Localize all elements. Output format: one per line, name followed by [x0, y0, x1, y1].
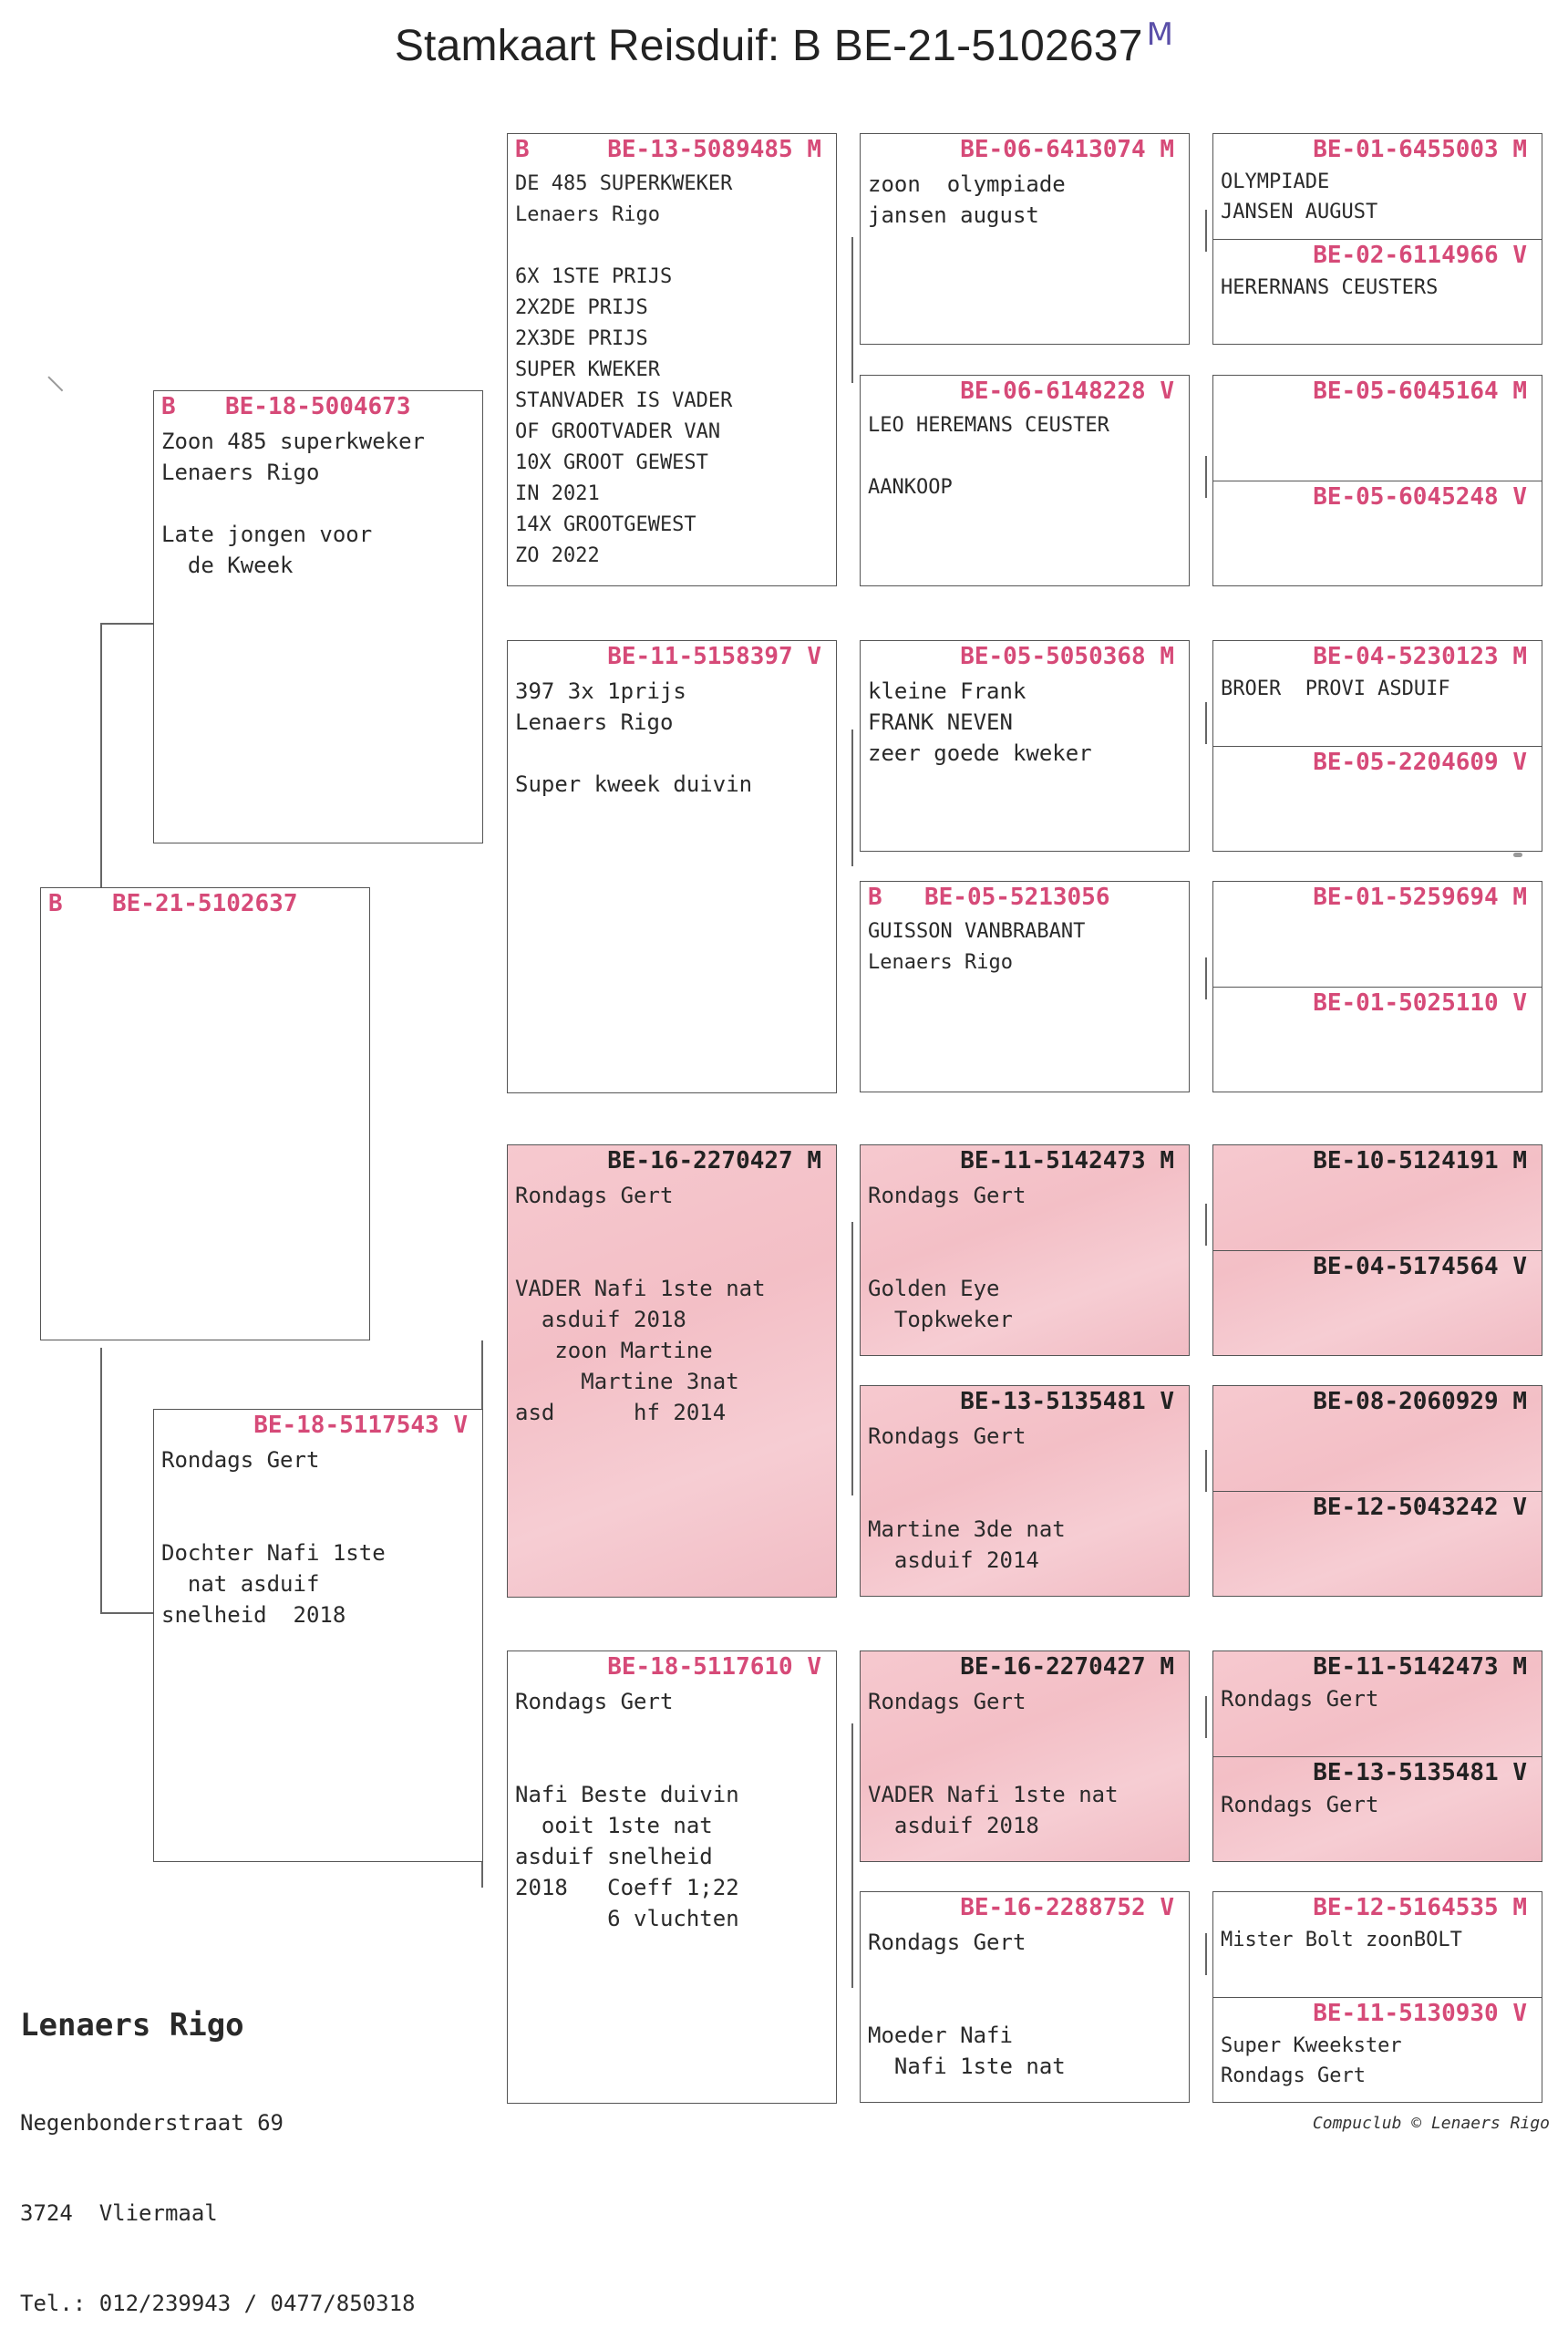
owner-city: 3724 Vliermaal — [20, 2200, 218, 2226]
card-header — [1221, 747, 1527, 778]
gen5-pair-card — [1212, 1891, 1542, 2103]
card-code: B — [48, 890, 63, 917]
card-header — [868, 882, 1174, 913]
connector-line — [100, 1612, 153, 1614]
card-ring: BE-04-5174564 V — [1313, 1253, 1527, 1280]
card-header — [1221, 988, 1527, 1019]
connector-line — [851, 1222, 853, 1495]
card-text: Rondags Gert Nafi Beste duivin ooit 1ste nat asduif snelheid 2018 Coeff 1;22 6 vluchten — [515, 1689, 739, 1931]
card-ring: BE-11-5142473 M — [960, 1147, 1174, 1174]
gen4-card — [860, 133, 1190, 345]
card-text: Rondags Gert — [1221, 1792, 1379, 1817]
gen5-half — [1213, 1145, 1542, 1250]
card-header — [868, 1145, 1174, 1176]
connector-line — [851, 1723, 853, 1988]
gen5-pair-card — [1212, 881, 1542, 1092]
connector-line — [100, 623, 102, 887]
card-header — [48, 888, 355, 919]
card-ring: BE-16-2288752 V — [960, 1894, 1174, 1921]
stray-mark — [48, 376, 64, 391]
footer-credit: Compuclub © Lenaers Rigo — [1312, 2114, 1550, 2133]
gen5-half — [1213, 1386, 1542, 1491]
connector-line — [1205, 957, 1207, 999]
card-text: LEO HEREMANS CEUSTER AANKOOP — [868, 414, 1109, 499]
connector-line — [1205, 456, 1207, 498]
card-text: Zoon 485 superkweker Lenaers Rigo Late jongen voor de Kweek — [161, 429, 425, 578]
card-header — [1221, 1892, 1527, 1923]
gen5-half — [1213, 1491, 1542, 1598]
gen4-card — [860, 1385, 1190, 1597]
card-text: Rondags Gert Dochter Nafi 1ste nat asduif snelheid 2018 — [161, 1447, 386, 1628]
gen4-card — [860, 1144, 1190, 1356]
card-ring: BE-12-5043242 V — [1313, 1494, 1527, 1521]
card-text: Rondags Gert Martine 3de nat asduif 2014 — [868, 1423, 1066, 1573]
card-header — [868, 641, 1174, 672]
card-text: kleine Frank FRANK NEVEN zeer goede kweker — [868, 678, 1092, 766]
card-header — [161, 1410, 468, 1441]
gen5-pair-card — [1212, 133, 1542, 345]
connector-line — [851, 237, 853, 383]
card-text: BROER PROVI ASDUIF — [1221, 678, 1450, 700]
card-code: B — [515, 136, 530, 163]
gen5-half — [1213, 1756, 1542, 1863]
card-header — [1221, 1651, 1527, 1682]
card-ring: BE-18-5004673 — [225, 393, 411, 420]
card-text: zoon olympiade jansen august — [868, 171, 1066, 228]
card-header — [515, 641, 821, 672]
card-ring: BE-05-2204609 V — [1313, 749, 1527, 776]
card-ring: BE-05-6045164 M — [1313, 378, 1527, 405]
card-ring: BE-01-5025110 V — [1313, 989, 1527, 1017]
card-header — [1221, 1757, 1527, 1788]
gen5-half — [1213, 134, 1542, 239]
connector-line — [1205, 1696, 1207, 1738]
card-ring: BE-11-5142473 M — [1313, 1653, 1527, 1681]
card-ring: BE-13-5135481 V — [1313, 1759, 1527, 1786]
grandsire-paternal-card — [507, 133, 837, 586]
gen5-half — [1213, 1892, 1542, 1997]
card-ring: BE-05-5213056 — [924, 884, 1110, 911]
card-header — [1221, 1998, 1527, 2029]
gen5-pair-card — [1212, 375, 1542, 586]
card-ring: BE-11-5158397 V — [607, 643, 821, 670]
connector-line — [851, 730, 853, 866]
card-header — [1221, 481, 1527, 512]
card-text: GUISSON VANBRABANT Lenaers Rigo — [868, 920, 1086, 974]
gen5-half — [1213, 882, 1542, 987]
connector-line — [1205, 702, 1207, 744]
gen5-half — [1213, 746, 1542, 853]
page-title — [0, 16, 1568, 71]
gen5-pair-card — [1212, 1144, 1542, 1356]
card-ring: BE-02-6114966 V — [1313, 242, 1527, 269]
sire-card — [153, 390, 483, 843]
granddam-maternal-card — [507, 1651, 837, 2104]
card-header — [515, 1651, 821, 1682]
card-ring: BE-16-2270427 M — [960, 1653, 1174, 1681]
card-header — [515, 1145, 821, 1176]
connector-line — [100, 1348, 102, 1612]
connector-line — [1205, 210, 1207, 252]
gen5-half — [1213, 376, 1542, 481]
card-ring: BE-04-5230123 M — [1313, 643, 1527, 670]
card-text: DE 485 SUPERKWEKER Lenaers Rigo 6X 1STE PRIJS 2X2DE PRIJS 2X3DE PRIJS SUPER KWEKER STANVADER IS VADER OF GROOTVADER VAN 10X GROOT GEWEST IN 2021 14X GROOTGEWEST ZO 2022 — [515, 172, 733, 567]
card-code: B — [161, 393, 176, 420]
card-text: Super Kweekster Rondags Gert — [1221, 2034, 1402, 2087]
gen5-half — [1213, 1651, 1542, 1756]
card-text: Mister Bolt zoonBOLT — [1221, 1929, 1462, 1951]
title-text: Stamkaart Reisduif: B BE-21-5102637 — [394, 22, 1143, 70]
card-header — [868, 134, 1174, 165]
stray-mark — [1513, 853, 1522, 857]
card-text: Rondags Gert VADER Nafi 1ste nat asduif 2018 zoon Martine Martine 3nat asd hf 2014 — [515, 1183, 766, 1425]
gen5-half — [1213, 641, 1542, 746]
card-ring: BE-01-6455003 M — [1313, 136, 1527, 163]
card-header — [1221, 1386, 1527, 1417]
gen4-card — [860, 1891, 1190, 2103]
card-header — [1221, 641, 1527, 672]
card-header — [1221, 1492, 1527, 1523]
card-header — [1221, 882, 1527, 913]
card-ring: BE-05-5050368 M — [960, 643, 1174, 670]
card-text: OLYMPIADE JANSEN AUGUST — [1221, 171, 1378, 223]
gen5-half — [1213, 481, 1542, 587]
gen4-card — [860, 640, 1190, 852]
card-header — [868, 1386, 1174, 1417]
card-ring: BE-16-2270427 M — [607, 1147, 821, 1174]
card-header — [1221, 376, 1527, 407]
owner-address-block — [20, 1942, 415, 2349]
connector-line — [100, 623, 153, 625]
card-code: B — [868, 884, 882, 911]
card-header — [1221, 1145, 1527, 1176]
connector-line — [1205, 1933, 1207, 1975]
card-ring: BE-05-6045248 V — [1313, 483, 1527, 511]
card-header — [868, 1651, 1174, 1682]
card-ring: BE-06-6148228 V — [960, 378, 1174, 405]
granddam-paternal-card — [507, 640, 837, 1093]
gen4-card — [860, 375, 1190, 586]
gen4-card — [860, 1651, 1190, 1862]
gen5-half — [1213, 987, 1542, 1093]
card-ring: BE-01-5259694 M — [1313, 884, 1527, 911]
card-ring: BE-12-5164535 M — [1313, 1894, 1527, 1921]
owner-phone: Tel.: 012/239943 / 0477/850318 — [20, 2291, 416, 2316]
card-text: Rondags Gert Golden Eye Topkweker — [868, 1183, 1026, 1332]
card-header — [161, 391, 468, 422]
gen5-pair-card — [1212, 1651, 1542, 1862]
owner-name: Lenaers Rigo — [20, 2007, 244, 2044]
gen4-card — [860, 881, 1190, 1092]
card-text: Rondags Gert Moeder Nafi Nafi 1ste nat — [868, 1930, 1066, 2079]
card-ring: BE-08-2060929 M — [1313, 1388, 1527, 1415]
card-ring: BE-13-5135481 V — [960, 1388, 1174, 1415]
card-ring: BE-18-5117543 V — [253, 1412, 468, 1439]
grandsire-maternal-card — [507, 1144, 837, 1598]
gen5-pair-card — [1212, 1385, 1542, 1597]
owner-street: Negenbonderstraat 69 — [20, 2110, 284, 2136]
subject-pigeon-card — [40, 887, 370, 1340]
card-text: Rondags Gert VADER Nafi 1ste nat asduif 2018 — [868, 1689, 1119, 1838]
connector-line — [1205, 1204, 1207, 1246]
dam-card — [153, 1409, 483, 1862]
card-ring: BE-13-5089485 M — [607, 136, 821, 163]
gen5-half — [1213, 239, 1542, 346]
card-text: Rondags Gert — [1221, 1686, 1379, 1712]
gen5-half — [1213, 1997, 1542, 2104]
card-header — [515, 134, 821, 165]
card-ring: BE-11-5130930 V — [1313, 2000, 1527, 2027]
card-ring: BE-10-5124191 M — [1313, 1147, 1527, 1174]
card-text: HERERNANS CEUSTERS — [1221, 276, 1439, 299]
card-ring: BE-06-6413074 M — [960, 136, 1174, 163]
connector-line — [1205, 1450, 1207, 1492]
card-header — [868, 376, 1174, 407]
card-text: 397 3x 1prijs Lenaers Rigo Super kweek duivin — [515, 678, 753, 797]
card-ring: BE-21-5102637 — [112, 890, 298, 917]
handwritten-sex-mark: M — [1146, 16, 1174, 53]
card-header — [1221, 240, 1527, 271]
gen5-pair-card — [1212, 640, 1542, 852]
card-header — [1221, 1251, 1527, 1282]
gen5-half — [1213, 1250, 1542, 1357]
card-header — [1221, 134, 1527, 165]
card-ring: BE-18-5117610 V — [607, 1653, 821, 1681]
card-header — [868, 1892, 1174, 1923]
